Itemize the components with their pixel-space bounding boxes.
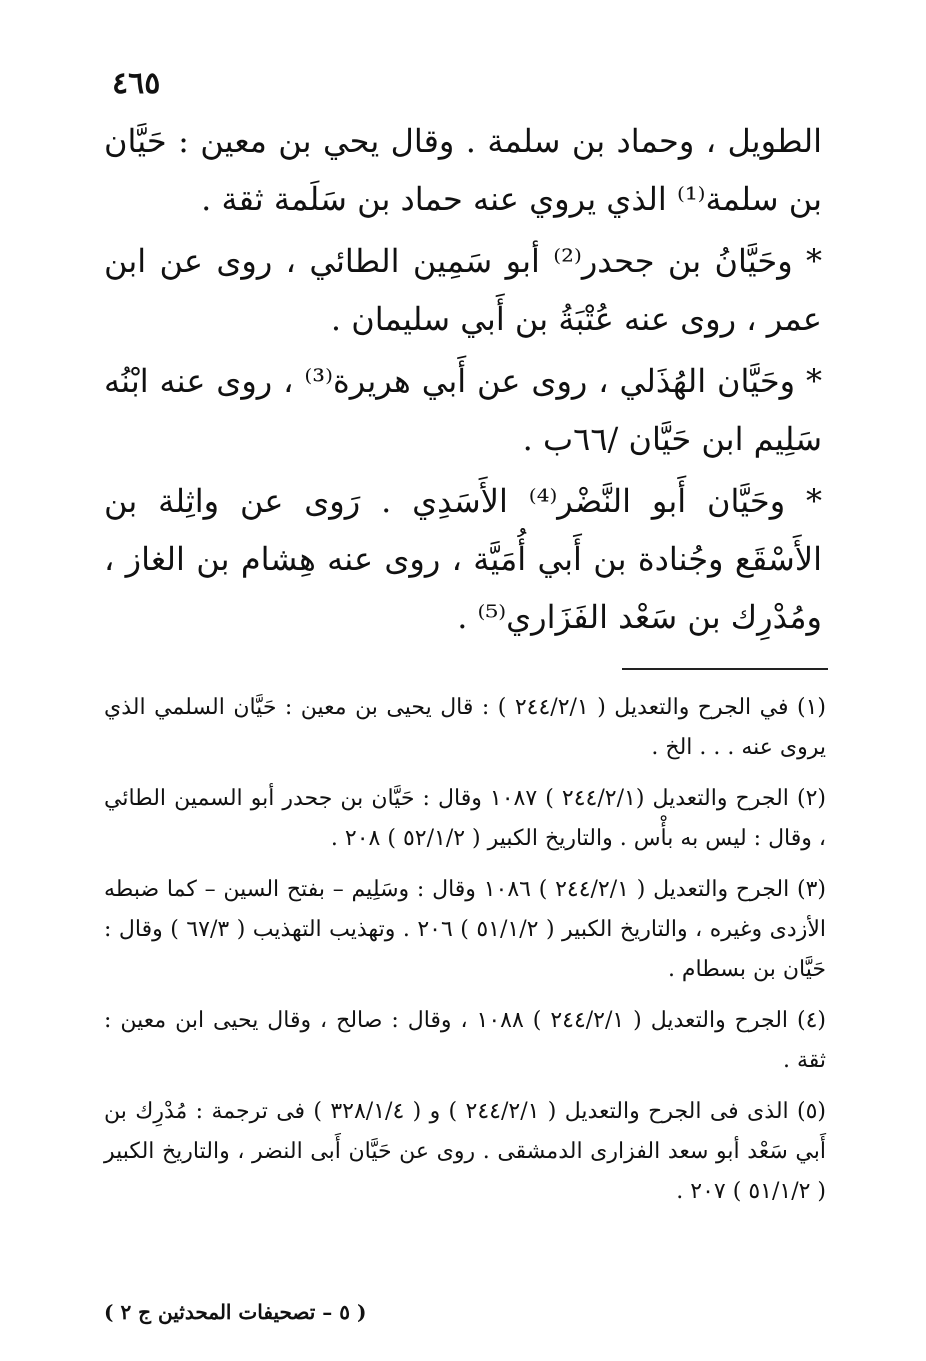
paragraph-3: * وحَيَّان الهُذَلي ، روى عن أَبي هريرة⁽³⁾ ، روى عنه ابْنُه سَلِيم ابن حَيَّان /٦٦ب . xyxy=(104,362,823,458)
main-text xyxy=(104,112,822,650)
footnotes xyxy=(104,688,826,1223)
footnote-1: (١) في الجرح والتعديل ( ٢٤٤/٢/١ ) : قال يحيى بن معين : حَيَّان السلمي الذي يروى عنه . . . الخ . xyxy=(104,695,826,760)
printer-signature: ( ٥ – تصحيفات المحدثين ج ٢ ) xyxy=(104,1300,367,1324)
paragraph-1: الطويل ، وحماد بن سلمة . وقال يحي بن معين : حَيَّان بن سلمة⁽¹⁾ الذي يروي عنه حماد بن سَلَمة ثقة . xyxy=(104,122,823,218)
footnote-2: (٢) الجرح والتعديل (٢٤٤/٢/١ ) ١٠٨٧ وقال : حَيَّان بن جحدر أبو السمين الطائي ، وقال : ليس به بأْس . والتاريخ الكبير ( ٥٢/١/٢ ) ٢٠٨ . xyxy=(104,786,826,851)
paragraph-2: * وحَيَّانُ بن جحدر⁽²⁾ أبو سَمِين الطائي ، روى عن ابن عمر ، روى عنه عُتْبَةُ بن أَبي سليمان . xyxy=(104,242,822,338)
paragraph-4: * وحَيَّان أَبو النَّضْر⁽⁴⁾ الأَسَدِي . رَوى عن واثِلة بن الأَسْقَع وجُنادة بن أَبي أُمَيَّة ، روى عنه هِشام بن الغاز ، ومُدْرِك بن سَعْد الفَزَاري⁽⁵⁾ . xyxy=(104,482,823,636)
footnote-3: (٣) الجرح والتعديل ( ٢٤٤/٢/١ ) ١٠٨٦ وقال : وسَلِيم – بفتح السين – كما ضبطه الأزدى وغيره ، والتاريخ الكبير ( ٥١/١/٢ ) ٢٠٦ . وتهذيب التهذيب ( ٦٧/٣ ) وقال : حَيَّان بن بسطام . xyxy=(104,877,826,982)
footnote-4: (٤) الجرح والتعديل ( ٢٤٤/٢/١ ) ١٠٨٨ ، وقال : صالح ، وقال يحيى ابن معين : ثقة . xyxy=(104,1008,826,1073)
footnote-divider xyxy=(622,668,828,670)
footnote-5: (٥) الذى فى الجرح والتعديل ( ٢٤٤/٢/١ ) و ( ٣٢٨/١/٤ ) فى ترجمة : مُدْرِك بن أَبي سَعْد أبو سعد الفزارى الدمشقى . روى عن حَيَّان أَبى النضر ، والتاريخ الكبير ( ٥١/١/٢ ) ٢٠٧ . xyxy=(104,1099,826,1204)
page-number: ٤٦٥ xyxy=(112,66,161,101)
